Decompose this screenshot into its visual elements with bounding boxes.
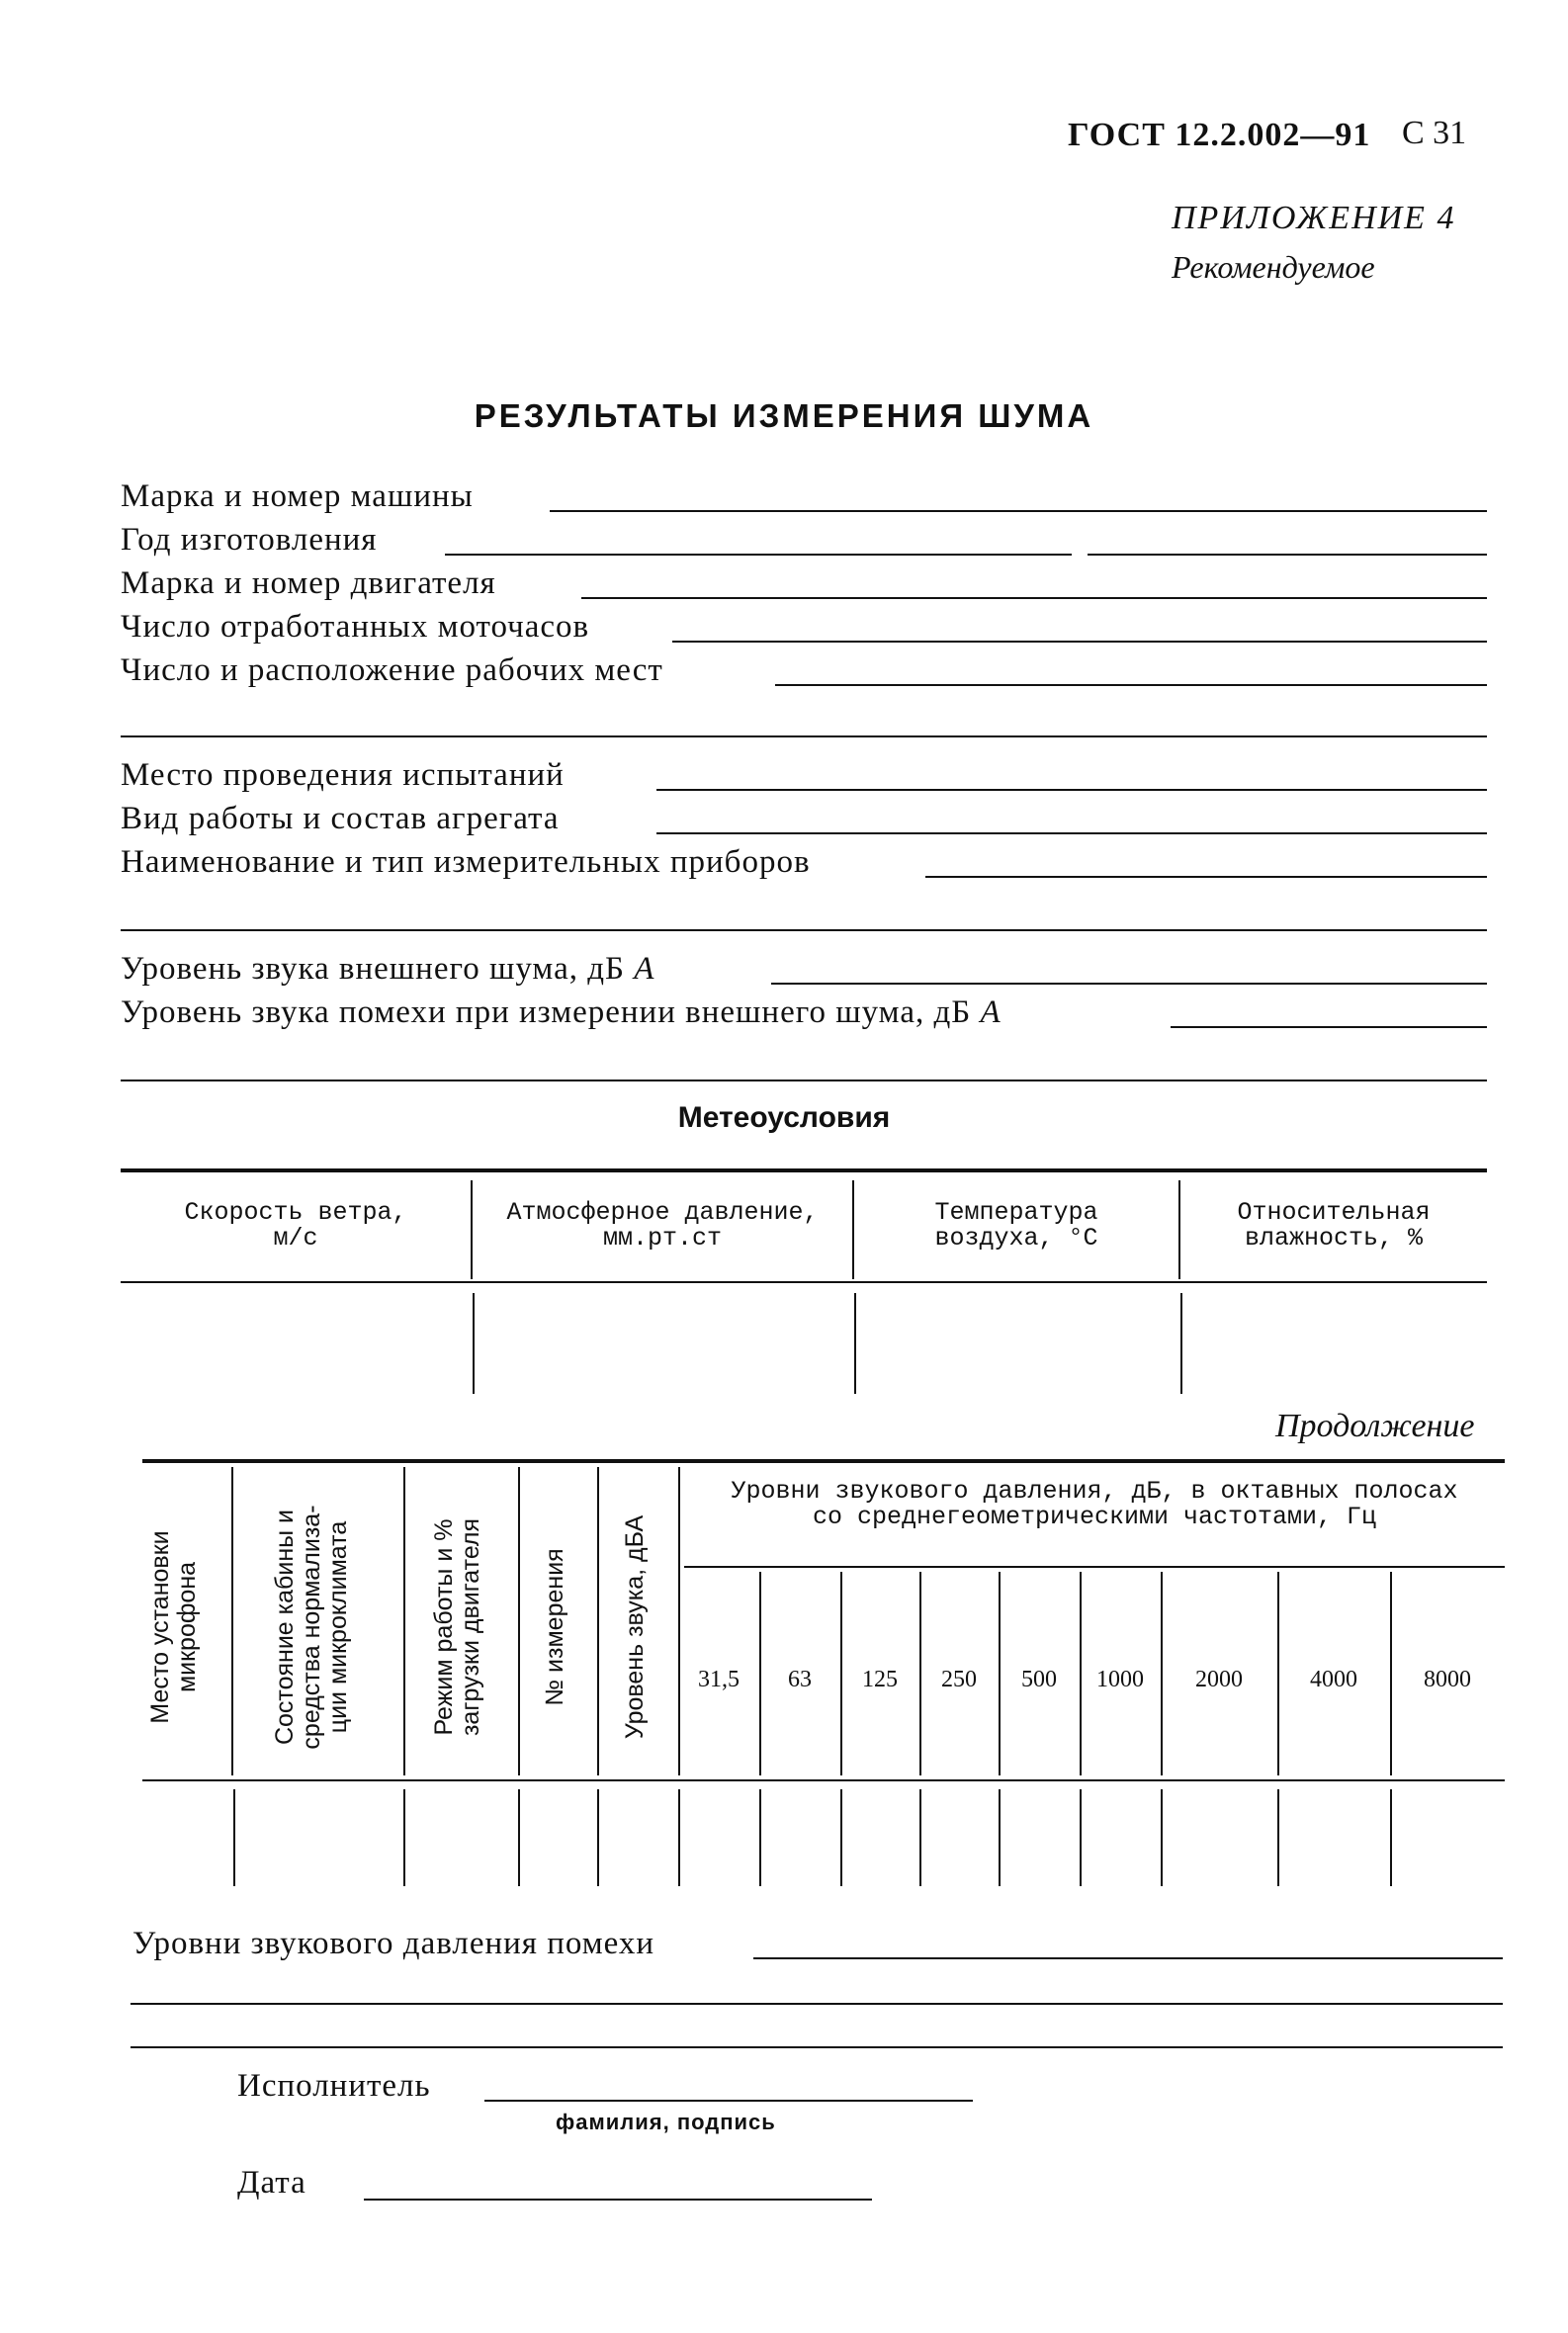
field-workplaces-label: Число и расположение рабочих мест	[121, 652, 663, 688]
freq-63: 63	[788, 1667, 812, 1692]
data-divider	[1080, 1789, 1082, 1886]
freq-2000: 2000	[1195, 1667, 1243, 1692]
freq-500: 500	[1021, 1667, 1057, 1692]
field-work-type-line[interactable]	[656, 832, 1487, 834]
group-header-octave: Уровни звукового давления, дБ, в октавных полосах со среднегеометрическими частотами, Гц	[731, 1477, 1458, 1531]
data-divider	[759, 1789, 761, 1886]
interference-levels-line-2[interactable]	[131, 2003, 1503, 2005]
table-divider	[518, 1467, 520, 1775]
freq-31-5: 31,5	[698, 1667, 740, 1692]
meteo-col-wind: Скорость ветра, м/с	[184, 1198, 407, 1253]
meteo-header-rule	[121, 1281, 1487, 1283]
field-machine-line[interactable]	[550, 510, 1487, 512]
data-divider	[999, 1789, 1001, 1886]
field-engine-label: Марка и номер двигателя	[121, 565, 496, 601]
field-interference-line-2[interactable]	[121, 1080, 1487, 1081]
field-work-type-label: Вид работы и состав агрегата	[121, 801, 560, 836]
header-measurement-no: № измерения	[541, 1548, 568, 1706]
appendix-status: Рекомендуемое	[1172, 249, 1375, 285]
header-mic-location: Место установки микрофона	[146, 1530, 201, 1724]
table-divider	[678, 1467, 680, 1775]
field-year-line-2[interactable]	[1088, 554, 1487, 556]
field-instruments-line-2[interactable]	[121, 929, 1487, 931]
appendix-label: ПРИЛОЖЕНИЕ 4	[1172, 200, 1456, 236]
field-hours-label: Число отработанных моточасов	[121, 609, 590, 645]
continuation-label: Продолжение	[1275, 1408, 1475, 1444]
document-title: РЕЗУЛЬТАТЫ ИЗМЕРЕНИЯ ШУМА	[474, 397, 1094, 434]
table-divider	[231, 1467, 233, 1775]
field-engine-line[interactable]	[581, 597, 1487, 599]
interference-levels-line[interactable]	[753, 1957, 1503, 1959]
field-interference-unit: А	[980, 994, 1002, 1030]
data-divider	[403, 1789, 405, 1886]
table-divider	[597, 1467, 599, 1775]
field-year-label: Год изготовления	[121, 522, 378, 558]
interference-levels-line-3[interactable]	[131, 2046, 1503, 2048]
data-divider	[597, 1789, 599, 1886]
field-place-label: Место проведения испытаний	[121, 757, 565, 793]
data-divider	[678, 1789, 680, 1886]
table-divider	[403, 1467, 405, 1775]
signature-caption: фамилия, подпись	[556, 2110, 776, 2134]
field-ext-noise-label: Уровень звука внешнего шума, дБ А	[121, 951, 655, 987]
freq-8000: 8000	[1424, 1667, 1471, 1692]
field-interference-label: Уровень звука помехи при измерении внешнего шума, дБ А	[121, 994, 1002, 1030]
meteo-heading: Метеоусловия	[677, 1101, 891, 1134]
header-engine-mode: Режим работы и % загрузки двигателя	[430, 1517, 484, 1737]
field-interference-line[interactable]	[1171, 1026, 1487, 1028]
freq-250: 250	[941, 1667, 977, 1692]
data-divider	[1390, 1789, 1392, 1886]
field-instruments-label: Наименование и тип измерительных приборов	[121, 844, 811, 880]
group-header-rule	[684, 1566, 1505, 1568]
field-machine-label: Марка и номер машины	[121, 478, 474, 514]
field-hours-line[interactable]	[672, 641, 1487, 643]
date-line[interactable]	[364, 2199, 872, 2201]
data-divider	[233, 1789, 235, 1886]
header-cabin-state: Состояние кабины и средства нормализа- ции микроклимата	[271, 1505, 352, 1750]
standard-number: ГОСТ 12.2.002—91	[1068, 117, 1371, 153]
executor-signature-line[interactable]	[484, 2100, 973, 2102]
field-instruments-line[interactable]	[925, 876, 1487, 878]
interference-levels-label: Уровни звукового давления помехи	[132, 1926, 655, 1961]
page-number: С 31	[1402, 115, 1467, 151]
freq-4000: 4000	[1310, 1667, 1357, 1692]
meteo-value-divider	[473, 1293, 475, 1394]
meteo-col-pressure: Атмосферное давление, мм.рт.ст	[506, 1198, 819, 1253]
field-ext-noise-line[interactable]	[771, 983, 1487, 985]
meteo-col-temperature: Температура воздуха, °С	[934, 1198, 1098, 1253]
meteo-col-humidity: Относительная влажность, %	[1237, 1198, 1431, 1253]
field-workplaces-line-2[interactable]	[121, 735, 1487, 737]
table-header-rule	[142, 1779, 1505, 1781]
date-label: Дата	[237, 2165, 306, 2201]
data-divider	[919, 1789, 921, 1886]
freq-125: 125	[862, 1667, 898, 1692]
field-ext-noise-unit: А	[634, 951, 655, 987]
table-top-rule	[142, 1459, 1505, 1463]
field-workplaces-line[interactable]	[775, 684, 1487, 686]
header-sound-level: Уровень звука, дБА	[621, 1514, 649, 1740]
meteo-value-divider	[1180, 1293, 1182, 1394]
executor-label: Исполнитель	[237, 2068, 431, 2104]
data-divider	[840, 1789, 842, 1886]
field-year-line[interactable]	[445, 554, 1072, 556]
freq-1000: 1000	[1096, 1667, 1144, 1692]
data-divider	[1161, 1789, 1163, 1886]
meteo-value-divider	[854, 1293, 856, 1394]
meteo-top-rule	[121, 1168, 1487, 1172]
data-divider	[518, 1789, 520, 1886]
field-place-line[interactable]	[656, 789, 1487, 791]
data-divider	[1277, 1789, 1279, 1886]
